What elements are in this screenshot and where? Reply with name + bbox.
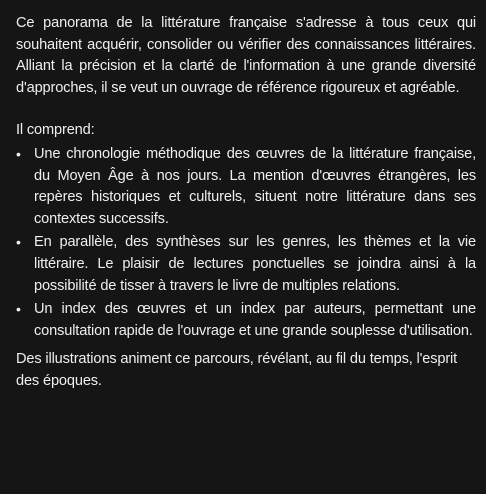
list-item-index [16, 299, 476, 342]
list-item-text: En parallèle, des synthèses sur les genres, les thèmes et la vie littéraire. Le plaisir de lectures ponctuelles se joindra ainsi à la possibilité de tisser à travers le livre de multiples relations. [34, 234, 476, 294]
list-item-text: Un index des œuvres et un index par auteurs, permettant une consultation rapide de l'ouvrage et une grande souplesse d'utilisation. [34, 301, 476, 339]
list-item-text: Une chronologie méthodique des œuvres de la littérature française, du Moyen Âge à nos jours. La mention d'œuvres étrangères, les repères historiques et culturels, situent notre littérature dans ses contextes successifs. [34, 145, 476, 227]
feature-list [16, 144, 476, 342]
bullet-icon: • [16, 301, 21, 318]
list-item-syntheses [16, 232, 476, 297]
bullet-icon: • [16, 234, 21, 251]
bullet-icon: • [16, 145, 21, 162]
list-lead: Il comprend: [16, 122, 95, 139]
list-item-chronologie [16, 144, 476, 230]
outro-paragraph: Des illustrations animent ce parcours, révélant, au fil du temps, l'esprit des époques. [16, 351, 458, 389]
intro-paragraph: Ce panorama de la littérature française s'adresse à tous ceux qui souhaitent acquérir, consolider ou vérifier des connaissances littéraires. Alliant la précision et la clarté de l'information à une grande diversité d'approches, il se veut un ouvrage de référence rigoureux et agréable. [16, 15, 476, 96]
